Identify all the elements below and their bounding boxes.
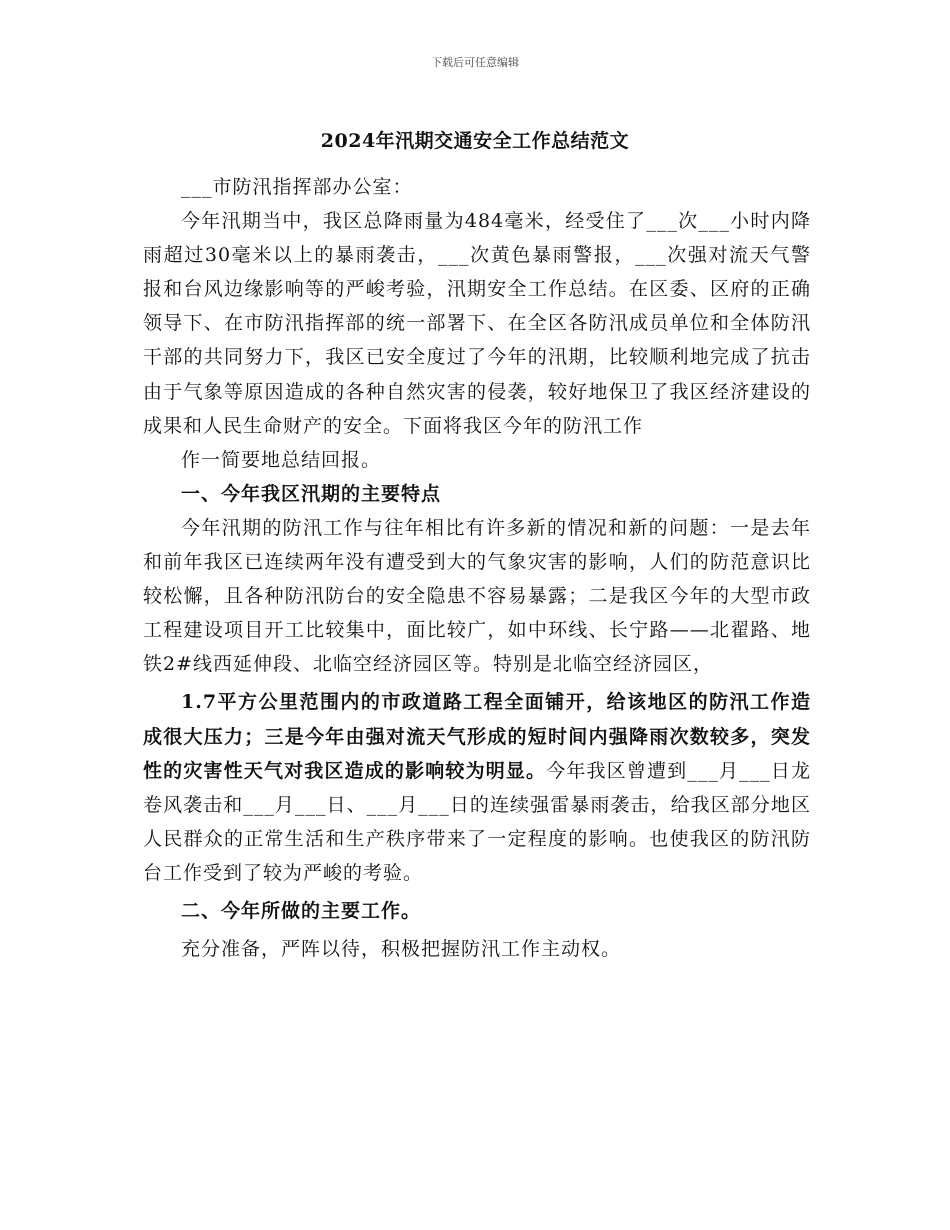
document-title: 2024年汛期交通安全工作总结范文 (320, 130, 630, 152)
paragraph-4-rest: 今年我区曾遭到___月___日龙卷风袭击和___月___日、___月___日的连续强雷暴雨袭击，给我区部分地区人民群众的正常生活和生产秩序带来了一定程度的影响。也使我区的防汛防台工作受到了较为严峻的考验。 (143, 759, 811, 884)
section-heading-2: 二、今年所做的主要工作。 (181, 899, 422, 922)
header-note: 下载后可任意编辑 (431, 56, 519, 69)
paragraph-2: 作一简要地总结回报。 (181, 448, 382, 471)
paragraph-1: 今年汛期当中，我区总降雨量为484毫米，经受住了___次___小时内降雨超过30毫米以上的暴雨袭击，___次黄色暴雨警报，___次强对流天气警报和台风边缘影响等的严峻考验，汛期安全工作总结。在区委、区府的正确领导下、在市防汛指挥部的统一部署下、在全区各防汛成员单位和全体防汛干部的共同努力下，我区已安全度过了今年的汛期，比较顺利地完成了抗击由于气象等原因造成的各种自然灾害的侵袭，较好地保卫了我区经济建设的成果和人民生命财产的安全。下面将我区今年的防汛工作 (143, 210, 811, 437)
paragraph-3: 今年汛期的防汛工作与往年相比有许多新的情况和新的问题：一是去年和前年我区已连续两年没有遭受到大的气象灾害的影响，人们的防范意识比较松懈，且各种防汛防台的安全隐患不容易暴露；二是我区今年的大型市政工程建设项目开工比较集中，面比较广，如中环线、长宁路——北翟路、地铁2#线西延伸段、北临空经济园区等。特别是北临空经济园区， (143, 516, 811, 676)
paragraph-4-bold-run: 1.7平方公里范围内的市政道路工程全面铺开，给该地区的防汛工作造成很大压力；三是今年由强对流天气形成的短时间内强降雨次数较多，突发性的灾害性天气对我区造成的影响较为明显。 (143, 691, 811, 782)
paragraph-5: 充分准备，严阵以待，积极把握防汛工作主动权。 (181, 938, 622, 961)
document-body (143, 170, 811, 966)
section-heading-1: 一、今年我区汛期的主要特点 (181, 482, 442, 505)
salutation: ___市防汛指挥部办公室： (181, 176, 413, 198)
paragraph-4 (143, 685, 811, 890)
